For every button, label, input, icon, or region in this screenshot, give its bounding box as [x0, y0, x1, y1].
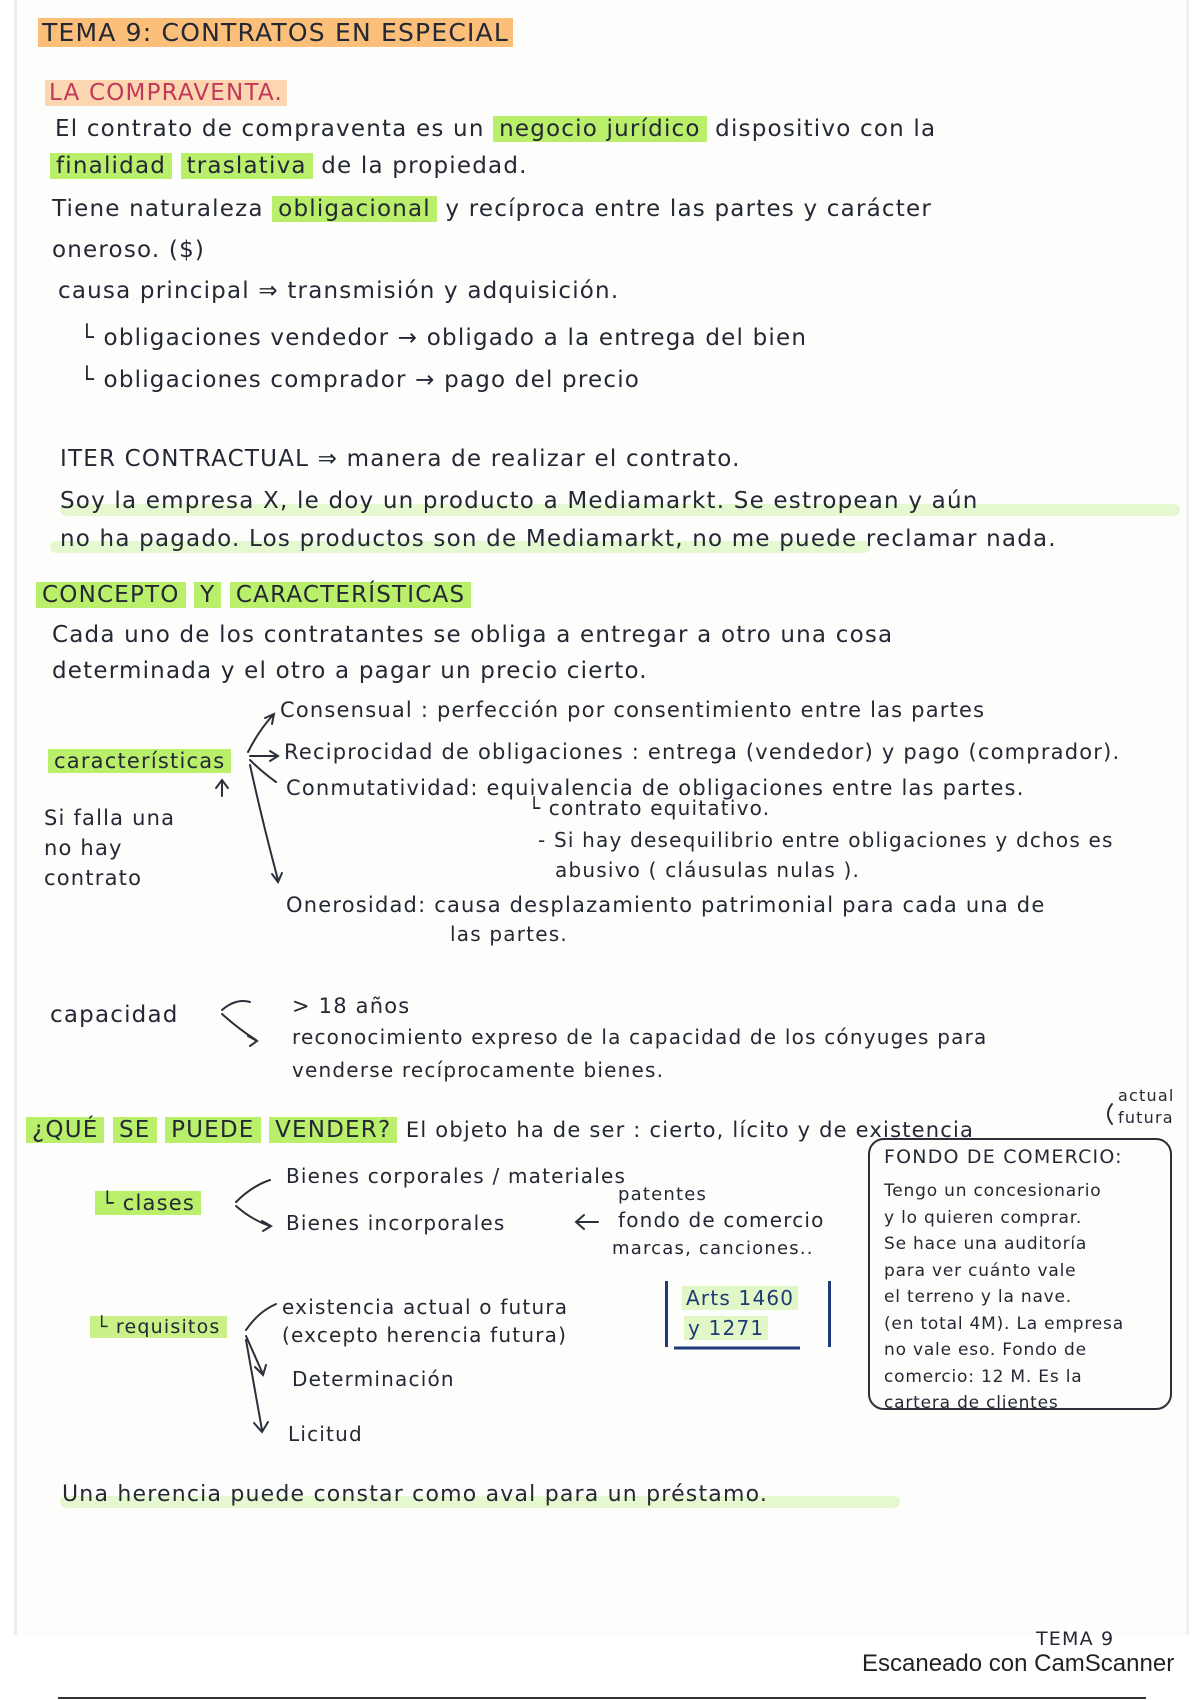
text-line: reconocimiento expreso de la capacidad de los cónyuges para	[292, 1025, 988, 1049]
text-line: Consensual : perfección por consentimiento entre las partes	[280, 698, 986, 722]
text-line: Tiene naturaleza obligacional y recíproca entre las partes y carácter	[52, 196, 932, 222]
note-actual: actual	[1118, 1086, 1175, 1105]
fondo-box-line: (en total 4M). La empresa	[884, 1313, 1124, 1334]
arrow-icon	[248, 1036, 257, 1046]
text-line: Soy la empresa X, le doy un producto a Mediamarkt. Se estropean y aún	[60, 488, 979, 514]
arrow-icon	[576, 1215, 598, 1229]
clases-label: └ clases	[95, 1191, 201, 1215]
text-line: las partes.	[450, 922, 568, 946]
page-number-label: TEMA 9	[1036, 1628, 1115, 1650]
arrow-icon	[222, 1001, 250, 1010]
text-line-herencia: Una herencia puede constar como aval para un préstamo.	[62, 1482, 769, 1507]
text-line: determinada y el otro a pagar un precio cierto.	[52, 658, 648, 684]
fondo-box-line: comercio: 12 M. Es la	[884, 1366, 1083, 1387]
section-heading-que-vender: ¿QUÉ SE PUEDE VENDER? El objeto ha de ser : cierto, lícito y de existencia	[26, 1117, 974, 1143]
fondo-box-line: cartera de clientes	[884, 1393, 1059, 1413]
footer-divider	[58, 1697, 1146, 1699]
text-line: no ha pagado. Los productos son de Mediamarkt, no me puede reclamar nada.	[60, 526, 1057, 552]
arrow-icon	[216, 780, 228, 796]
caracteristicas-label: características	[48, 749, 231, 773]
note-si-falla: Si falla una no hay contrato	[44, 806, 176, 890]
arrow-icon	[248, 716, 272, 752]
text-line: Onerosidad: causa desplazamiento patrimonial para cada una de	[286, 893, 1046, 917]
arrow-icon	[262, 1221, 271, 1231]
arrow-icon	[246, 1304, 276, 1330]
text-line: venderse recíprocamente bienes.	[292, 1058, 665, 1082]
text-line: ITER CONTRACTUAL ⇒ manera de realizar el contrato.	[60, 446, 741, 472]
fondo-box-line: para ver cuánto vale	[884, 1260, 1077, 1281]
note-futura: futura	[1118, 1108, 1174, 1127]
fondo-box-line: y lo quieren comprar.	[884, 1207, 1083, 1228]
bracket-icon	[1108, 1104, 1112, 1124]
text-line: Conmutatividad: equivalencia de obligaciones entre las partes.	[286, 776, 1025, 800]
page-title: TEMA 9: CONTRATOS EN ESPECIAL	[38, 18, 513, 47]
requisitos-label: └ requisitos	[90, 1316, 227, 1338]
text-line: abusivo ( cláusulas nulas ).	[555, 858, 861, 882]
scanner-watermark: Escaneado con CamScanner	[862, 1650, 1175, 1677]
text-line: Cada uno de los contratantes se obliga a entregar a otro una cosa	[52, 622, 894, 648]
text-line: El contrato de compraventa es un negocio jurídico dispositivo con la	[55, 116, 937, 142]
articles-ref: Arts 1460	[682, 1286, 798, 1310]
text-line: Reciprocidad de obligaciones : entrega (vendedor) y pago (comprador).	[284, 740, 1121, 764]
text-line: Licitud	[288, 1422, 363, 1446]
section-heading-concepto: CONCEPTO Y CARACTERÍSTICAS	[36, 582, 471, 608]
text-line: patentes	[618, 1184, 708, 1205]
text-line: Bienes corporales / materiales	[286, 1164, 627, 1188]
text-line: - Si hay desequilibrio entre obligaciones y dchos es	[538, 828, 1114, 852]
text-line: > 18 años	[292, 994, 411, 1018]
text-line: finalidad traslativa de la propiedad.	[50, 153, 528, 179]
text-line: Determinación	[292, 1367, 455, 1391]
text-line: (excepto herencia futura)	[282, 1323, 568, 1347]
text-line: └ obligaciones vendedor → obligado a la entrega del bien	[80, 325, 808, 351]
section-heading-compraventa: LA COMPRAVENTA.	[45, 80, 287, 106]
fondo-box-line: el terreno y la nave.	[884, 1287, 1072, 1307]
capacidad-label: capacidad	[50, 1002, 179, 1028]
arrow-icon	[236, 1180, 270, 1202]
text-line: marcas, canciones..	[612, 1238, 814, 1259]
fondo-box-line: no vale eso. Fondo de	[884, 1340, 1087, 1360]
text-line: fondo de comercio	[618, 1208, 825, 1232]
arrow-icon	[250, 765, 278, 880]
text-line: oneroso. ($)	[52, 237, 206, 263]
fondo-box-title: FONDO DE COMERCIO:	[884, 1146, 1123, 1168]
text-line: └ contrato equitativo.	[528, 796, 771, 820]
arrow-icon	[222, 1014, 256, 1040]
text-line: Bienes incorporales	[286, 1211, 506, 1235]
fondo-box-line: Tengo un concesionario	[884, 1181, 1102, 1201]
fondo-box-line: Se hace una auditoría	[884, 1234, 1088, 1254]
text-line: existencia actual o futura	[282, 1295, 569, 1319]
text-line: └ obligaciones comprador → pago del precio	[80, 367, 641, 393]
articles-ref: y 1271	[684, 1316, 768, 1340]
text-line: causa principal ⇒ transmisión y adquisición.	[58, 278, 620, 304]
